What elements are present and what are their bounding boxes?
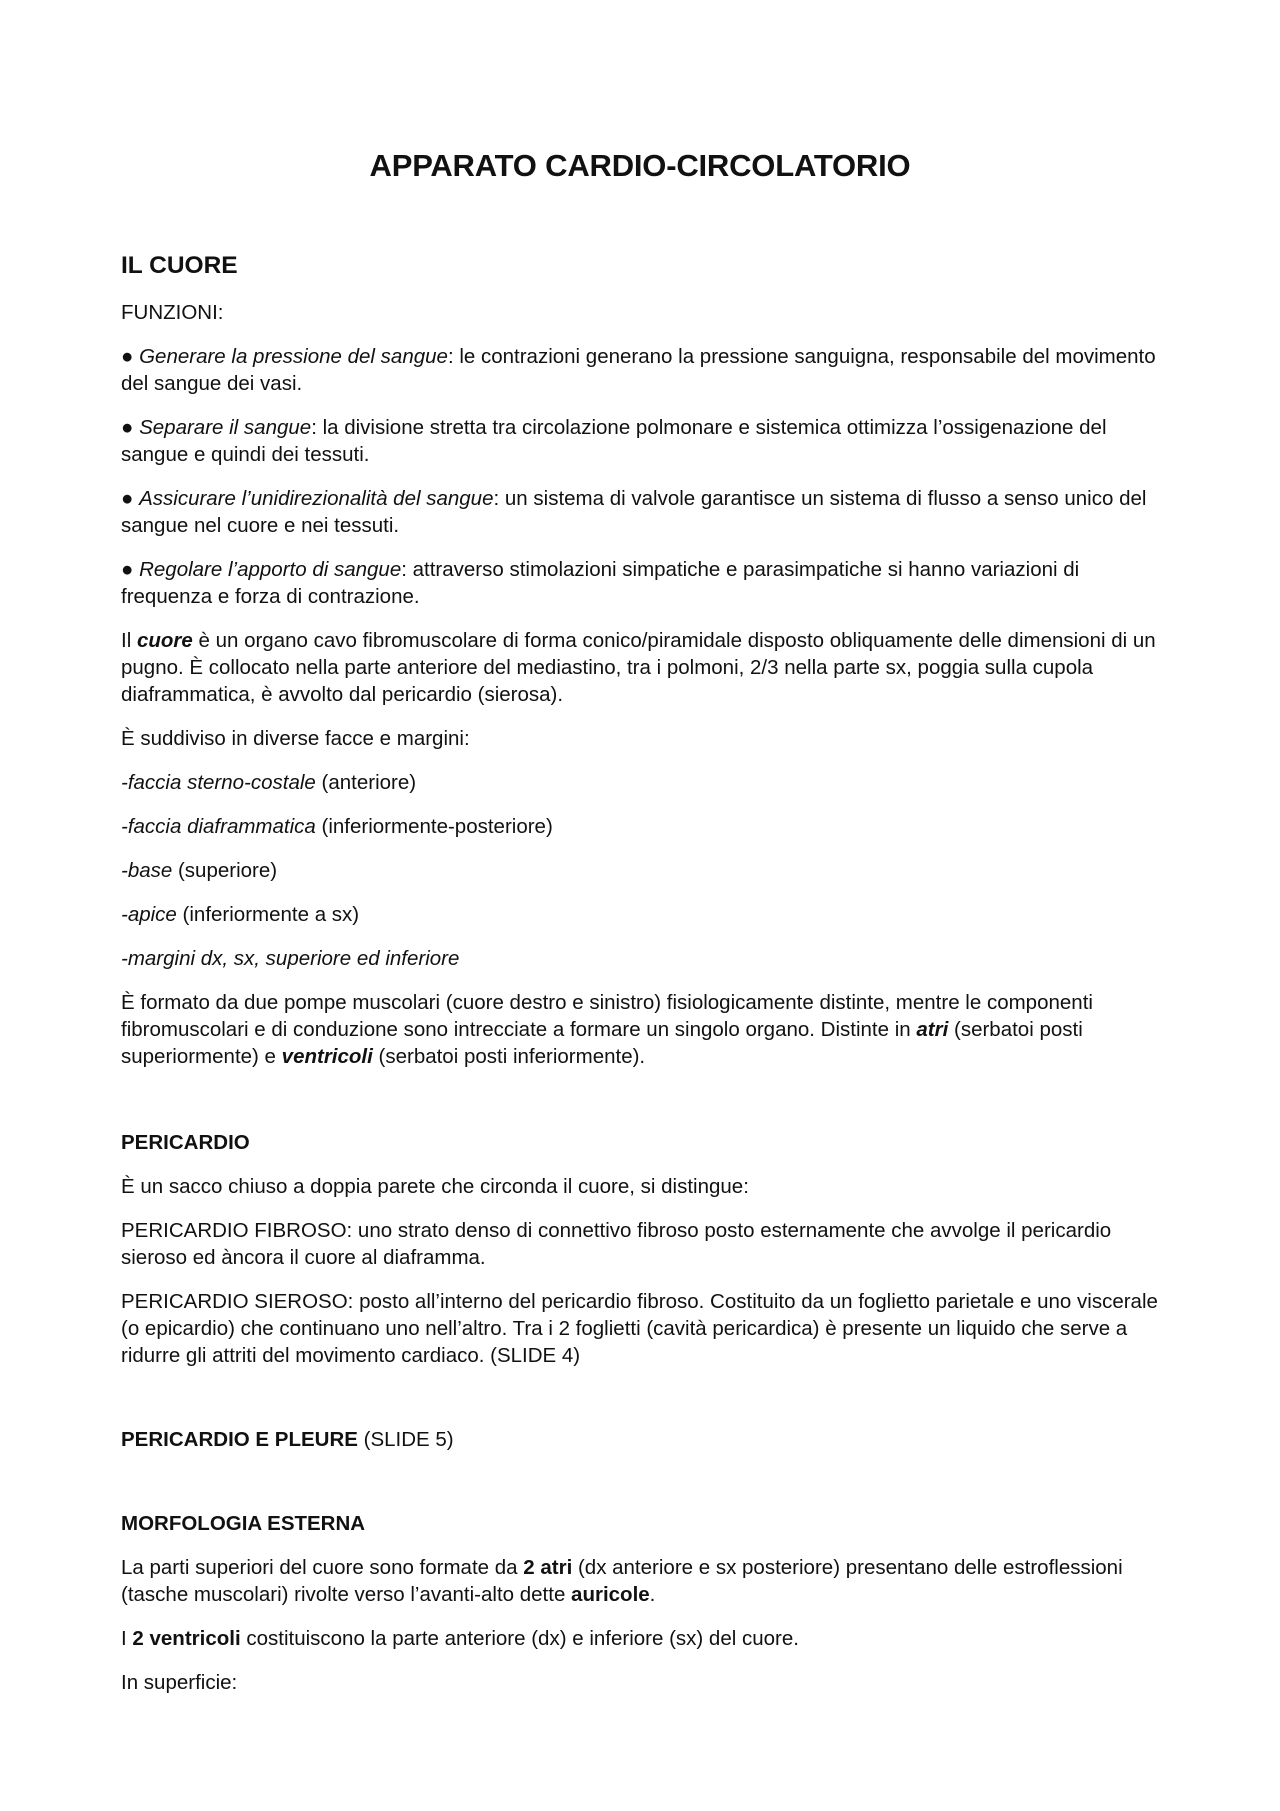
- paragraph-atri: [121, 1554, 1171, 1608]
- bullet-item: [121, 485, 1171, 539]
- paragraph-pericardio-fibroso: PERICARDIO FIBROSO: uno strato denso di connettivo fibroso posto esternamente che avvolge il pericardio sieroso ed àncora il cuore al diaframma.: [121, 1219, 1112, 1269]
- spacer: [121, 1470, 1171, 1510]
- term-2-ventricoli: 2 ventricoli: [132, 1627, 241, 1650]
- text-run: .: [649, 1583, 656, 1606]
- faccia-term: -faccia sterno-costale: [121, 771, 316, 794]
- bullet-item: [121, 414, 1171, 468]
- paragraph-pericardio-intro: È un sacco chiuso a doppia parete che circonda il cuore, si distingue:: [121, 1175, 749, 1198]
- spacer: [121, 1087, 1171, 1129]
- list-item-faccia: [121, 769, 1171, 796]
- paragraph-cuore: [121, 627, 1171, 708]
- paragraph-in-superficie: In superficie:: [121, 1671, 238, 1694]
- bullet-term: Separare il sangue: [139, 416, 312, 439]
- term-2-atri: 2 atri: [523, 1556, 573, 1579]
- text-run: costituiscono la parte anteriore (dx) e inferiore (sx) del cuore.: [240, 1627, 799, 1650]
- bullet-marker: ●: [121, 345, 134, 368]
- list-item-faccia: [121, 945, 1171, 972]
- paragraph-pompe: [121, 989, 1171, 1070]
- text-run: I: [121, 1627, 133, 1650]
- term-ventricoli: ventricoli: [281, 1045, 373, 1068]
- document-title: APPARATO CARDIO-CIRCOLATORIO: [369, 148, 911, 183]
- bullet-term: Assicurare l’unidirezionalità del sangue: [139, 487, 494, 510]
- section-heading-pericardio-pleure: [121, 1426, 1171, 1453]
- faccia-text: (inferiormente a sx): [176, 903, 360, 926]
- bullet-text: : le contrazioni generano la pressione sanguigna, responsabile del movimento del sangue dei vasi.: [121, 345, 1156, 395]
- term-cuore: cuore: [136, 629, 193, 652]
- section-heading-pericardio: PERICARDIO: [121, 1131, 250, 1154]
- faccia-text: (anteriore): [315, 771, 417, 794]
- spacer: [121, 1386, 1171, 1426]
- document-body: [121, 252, 1171, 1713]
- bullet-text: : attraverso stimolazioni simpatiche e parasimpatiche si hanno variazioni di frequenza e forza di contrazione.: [121, 558, 1080, 608]
- term-atri: atri: [916, 1018, 949, 1041]
- bullet-item: [121, 343, 1171, 397]
- bullet-item: [121, 556, 1171, 610]
- bullet-text: : un sistema di valvole garantisce un sistema di flusso a senso unico del sangue nel cuore e nei tessuti.: [121, 487, 1147, 537]
- list-item-faccia: [121, 813, 1171, 840]
- faccia-term: -faccia diaframmatica: [121, 815, 316, 838]
- bullet-marker: ●: [121, 487, 134, 510]
- faccia-text: (superiore): [172, 859, 278, 882]
- text-run: È formato da due pompe muscolari (cuore destro e sinistro) fisiologicamente distinte, mentre le componenti fibromuscolari e di conduzione sono intrecciate a formare un singolo organo. Distinte in: [121, 991, 1093, 1041]
- paragraph-facce-intro: È suddiviso in diverse facce e margini:: [121, 727, 470, 750]
- text-run: (dx anteriore e sx posteriore) presentano delle estroflessioni (tasche muscolari) rivolte verso l’avanti-alto dette: [121, 1556, 1123, 1606]
- section-heading-il-cuore: IL CUORE: [121, 252, 238, 279]
- bullet-text: : la divisione stretta tra circolazione polmonare e sistemica ottimizza l’ossigenazione del sangue e quindi dei tessuti.: [121, 416, 1107, 466]
- text-run: (serbatoi posti inferiormente).: [372, 1045, 646, 1068]
- text-run: è un organo cavo fibromuscolare di forma conico/piramidale disposto obliquamente delle dimensioni di un pugno. È collocato nella parte anteriore del mediastino, tra i polmoni, 2/3 nella parte sx, poggia sulla cupola diaframmatica, è avvolto dal pericardio (sierosa).: [121, 629, 1156, 706]
- funzioni-label: FUNZIONI:: [121, 301, 224, 324]
- term-auricole: auricole: [571, 1583, 650, 1606]
- text-run: La parti superiori del cuore sono formate da: [121, 1556, 524, 1579]
- list-item-faccia: [121, 901, 1171, 928]
- section-heading-morfologia-esterna: MORFOLOGIA ESTERNA: [121, 1512, 366, 1535]
- bullet-marker: ●: [121, 558, 134, 581]
- heading-text: PERICARDIO E PLEURE: [121, 1428, 358, 1451]
- faccia-term: -apice: [121, 903, 177, 926]
- bullet-term: Regolare l’apporto di sangue: [139, 558, 402, 581]
- bullet-marker: ●: [121, 416, 134, 439]
- faccia-text: (inferiormente-posteriore): [315, 815, 553, 838]
- faccia-term: -margini dx, sx, superiore ed inferiore: [121, 947, 460, 970]
- list-item-faccia: [121, 857, 1171, 884]
- paragraph-ventricoli: [121, 1625, 1171, 1652]
- paragraph-pericardio-sieroso: PERICARDIO SIEROSO: posto all’interno del pericardio fibroso. Costituito da un foglietto parietale e uno viscerale (o epicardio) che continuano uno nell’altro. Tra i 2 foglietti (cavità pericardica) è presente un liquido che serve a ridurre gli attriti del movimento cardiaco. (SLIDE 4): [121, 1290, 1158, 1367]
- slide-reference: (SLIDE 5): [357, 1428, 454, 1451]
- bullet-term: Generare la pressione del sangue: [139, 345, 448, 368]
- text-run: (serbatoi posti superiormente) e: [121, 1018, 1083, 1068]
- faccia-term: -base: [121, 859, 173, 882]
- text-run: Il: [121, 629, 137, 652]
